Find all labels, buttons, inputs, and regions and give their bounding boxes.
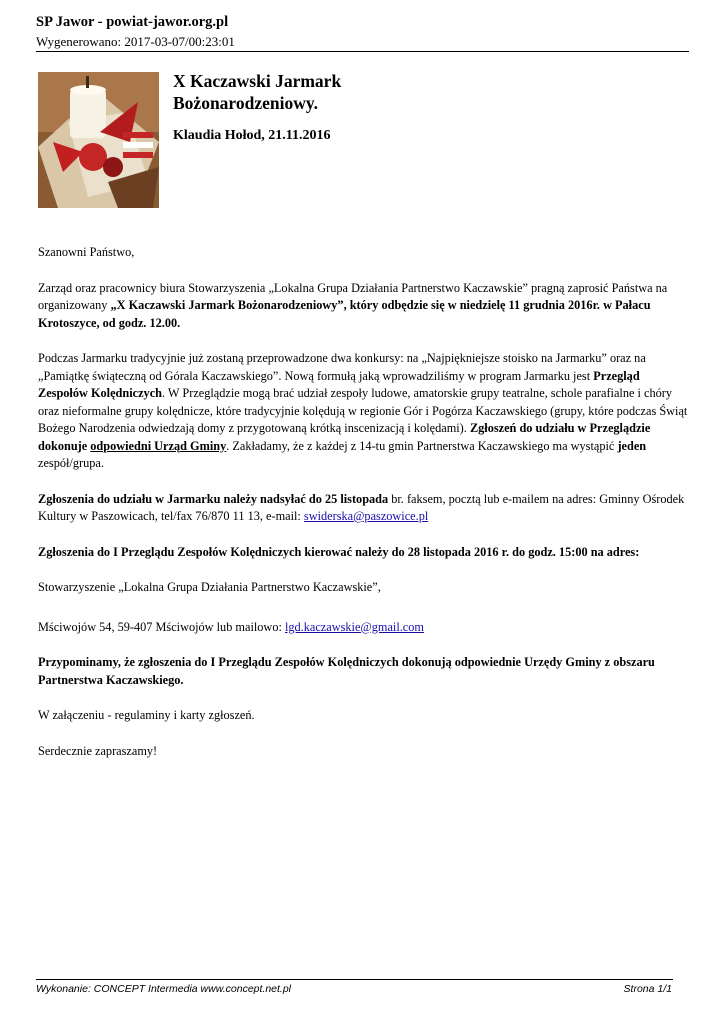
invitation-text: Zarząd oraz pracownicy biura Stowarzyszenia „Lokalna Grupa Działania Partnerstwo Kaczawskie” pragną zaprosić Państwa na organizowany — [38, 280, 668, 312]
review-deadline: Zgłoszenia do I Przeglądu Zespołów Kolędniczych kierować należy do 28 listopada 2016 r. do godz. 15:00 na adres: — [38, 544, 640, 559]
fair-deadline: Zgłoszenia do udziału w Jarmarku należy nadsyłać do 25 listopada — [38, 491, 389, 506]
municipal-office-note: odpowiedni Urząd Gminy — [90, 438, 227, 453]
paragraph-address — [38, 619, 688, 637]
generated-timestamp: Wygenerowano: 2017-03-07/00:23:01 — [36, 34, 235, 49]
paragraph-attachments: W załączeniu - regulaminy i karty zgłoszeń. — [38, 708, 255, 722]
footer-credit: Wykonanie: CONCEPT Intermedia www.concept.net.pl — [36, 983, 292, 995]
footer-divider — [36, 979, 673, 980]
paragraph-review-deadline — [38, 544, 688, 562]
paragraph-reminder — [38, 654, 688, 689]
article-title-line2: Bożonarodzeniowy. — [173, 93, 319, 113]
header-divider — [36, 51, 689, 52]
municipalities-note: . Zakładamy, że z każdej z 14-tu gmin Partnerstwa Kaczawskiego ma wystąpić — [226, 438, 618, 453]
application-note: Zgłoszeń do udziału w Przeglądzie dokonuje — [38, 421, 651, 453]
fair-contact: br. faksem, pocztą lub e-mailem na adres: Gminny Ośrodek Kultury w Paszowicach, tel/fax 76/870 11 13, e-mail: — [38, 491, 685, 523]
review-name: Przegląd Zespołów Kolędniczych — [38, 368, 640, 400]
article-body — [38, 244, 688, 760]
article-title-line1: X Kaczawski Jarmark — [173, 71, 342, 91]
email-link-swiderska[interactable]: swiderska@paszowice.pl — [303, 509, 429, 523]
group-note-end: zespół/grupa. — [38, 456, 104, 470]
article-title — [173, 70, 341, 114]
paragraph-invitation — [38, 280, 688, 333]
paragraph-closing: Serdecznie zapraszamy! — [38, 743, 158, 758]
reminder-text: Przypominamy, że zgłoszenia do I Przeglądu Zespołów Kolędniczych dokonują odpowiednie Urzędy Gminy z obszaru Partnerstwa Kaczawskiego. — [38, 655, 655, 687]
paragraph-fair-applications — [38, 491, 688, 526]
email-link-lgd[interactable]: lgd.kaczawskie@gmail.com — [284, 619, 424, 634]
one-group-note: jeden — [617, 438, 647, 453]
author-date: Klaudia Hołod, 21.11.2016 — [173, 128, 331, 143]
greeting: Szanowni Państwo, — [38, 245, 135, 259]
address-text: Mściwojów 54, 59-407 Mściwojów lub mailowo: — [38, 619, 285, 634]
paragraph-association: Stowarzyszenie „Lokalna Grupa Działania Partnerstwo Kaczawskie”, — [38, 580, 381, 594]
paragraph-contests — [38, 350, 688, 473]
article-image — [38, 72, 159, 208]
review-description: . W Przeglądzie mogą brać udział zespoły ludowe, amatorskie grupy teatralne, schole parafialne i chóry oraz nieformalne grupy kolędnicze, które tradycyjnie kolędują w regionie Gór i Pogórza Kaczawskiego (grupy, które podczas Świąt Bożego Narodzenia odwiedzają domy z przygotowaną krótką inscenizacją i kolędami). — [38, 386, 688, 435]
site-title: SP Jawor - powiat-jawor.org.pl — [36, 14, 229, 30]
contests-text: Podczas Jarmarku tradycyjnie już zostaną przeprowadzone dwa konkursy: na „Najpiękniejsze stoisko na Jarmarku” oraz na „Pamiątkę świąteczną od Górala Kaczawskiego”. Nową formułą jaką wprowadziliśmy w program Jarmarku jest — [38, 351, 646, 383]
page-number: Strona 1/1 — [623, 983, 672, 995]
invitation-event-details: „X Kaczawski Jarmark Bożonarodzeniowy”, który odbędzie się w niedzielę 11 grudnia 2016r. w Pałacu Krotoszyce, od godz. 12.00. — [38, 298, 651, 330]
